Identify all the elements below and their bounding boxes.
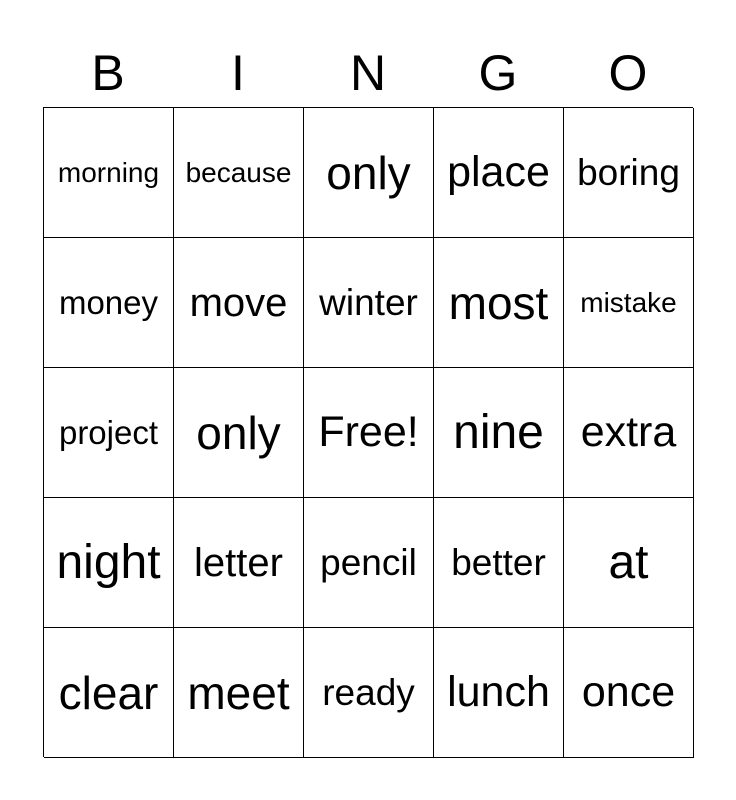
header-letter-g: G bbox=[478, 45, 518, 101]
bingo-cell: because bbox=[174, 108, 304, 238]
bingo-cell: extra bbox=[564, 368, 694, 498]
bingo-cell: move bbox=[174, 238, 304, 368]
bingo-cell: boring bbox=[564, 108, 694, 238]
bingo-cell: only bbox=[174, 368, 304, 498]
bingo-cell: letter bbox=[174, 498, 304, 628]
bingo-header bbox=[43, 40, 693, 106]
header-letter-n: N bbox=[349, 45, 387, 101]
header-letter-b: B bbox=[91, 45, 125, 101]
bingo-cell: only bbox=[304, 108, 434, 238]
bingo-cell: night bbox=[44, 498, 174, 628]
bingo-cell: most bbox=[434, 238, 564, 368]
bingo-cell: at bbox=[564, 498, 694, 628]
header-letter-i: I bbox=[231, 45, 245, 101]
header-letter-o: O bbox=[608, 45, 648, 101]
bingo-cell: nine bbox=[434, 368, 564, 498]
bingo-cell: better bbox=[434, 498, 564, 628]
bingo-cell: ready bbox=[304, 628, 434, 758]
bingo-cell: pencil bbox=[304, 498, 434, 628]
bingo-cell: winter bbox=[304, 238, 434, 368]
bingo-cell: meet bbox=[174, 628, 304, 758]
bingo-cell: money bbox=[44, 238, 174, 368]
bingo-card-grid bbox=[43, 107, 693, 757]
free-space-cell: Free! bbox=[304, 368, 434, 498]
bingo-cell: morning bbox=[44, 108, 174, 238]
bingo-cell: lunch bbox=[434, 628, 564, 758]
bingo-cell: place bbox=[434, 108, 564, 238]
bingo-cell: mistake bbox=[564, 238, 694, 368]
bingo-cell: once bbox=[564, 628, 694, 758]
bingo-cell: project bbox=[44, 368, 174, 498]
bingo-cell: clear bbox=[44, 628, 174, 758]
